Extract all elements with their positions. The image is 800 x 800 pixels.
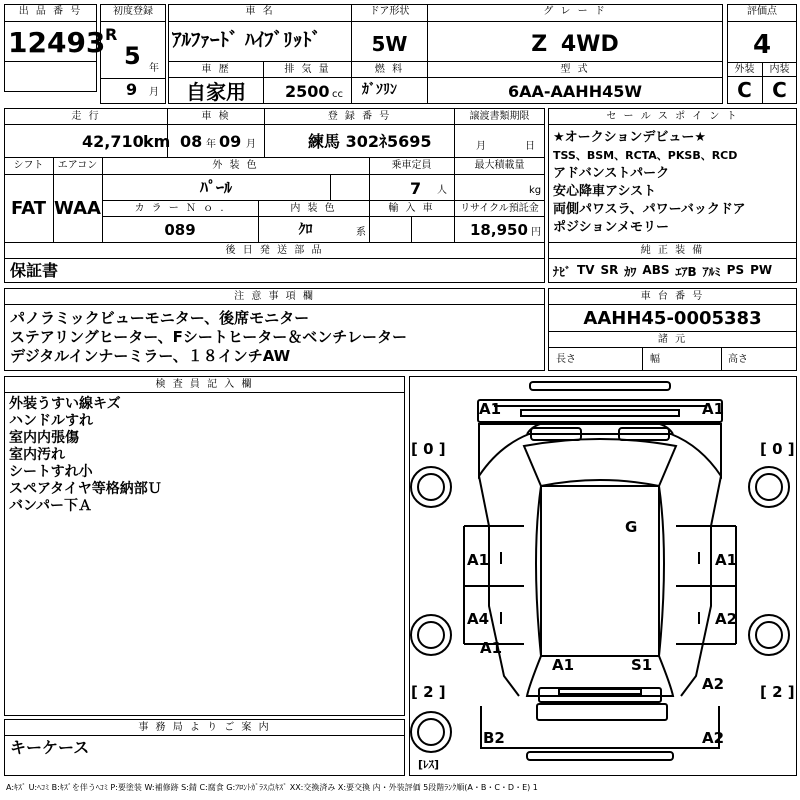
later-parts: 保証書 [10,261,59,280]
ext-grade: C [737,78,752,102]
damage-windshield: G [625,518,638,536]
plate: 練馬 302ﾈ5695 [308,132,432,151]
note-line: パノラミックビューモニター、後席モニター [10,309,310,327]
plate-label: 登 録 番 号 [327,111,392,122]
inspector-line: 室内汚れ [9,447,65,463]
person-unit: 人 [437,185,447,196]
inspector-line: ハンドルすれ [9,413,93,429]
inspector-line: シートすれ小 [9,464,93,480]
fuel: ｶﾞｿﾘﾝ [362,82,397,98]
capacity: 7 [410,179,422,198]
insp-year-unit: 年 [206,139,216,150]
first-reg-label: 初度登録 [113,6,153,17]
damage-rear-right: A2 [702,729,725,747]
equipment-item: PS [726,263,745,277]
equipment-item: ABS [642,263,670,277]
int-grade: C [772,78,787,102]
damage-left-rear-door: A4 [467,610,490,628]
int-label: 内装 [769,64,790,75]
damage-right-rear-door: A2 [715,610,738,628]
year-unit: 年 [149,63,159,74]
mileage: 42,710 [82,132,144,151]
tire-rl-grade: [ 2 ] [411,683,446,701]
capacity-label: 乗車定員 [391,160,432,171]
door: 5W [371,32,408,56]
ac: WAA [54,198,101,219]
equipment-item: SR [600,263,619,277]
sales-point: ★オークションデビュー★ [553,130,707,145]
recycle: 18,950 [470,221,528,239]
ext-color: ﾊﾟｰﾙ [199,178,232,197]
shift-label: シフト [13,160,44,171]
ac-label: エアコン [57,160,98,171]
sales-label: セ ー ル ス ポ イ ン ト [606,111,739,122]
transfer-label: 譲渡書類期限 [469,111,530,122]
equipment-item: TV [577,263,595,277]
sales-point: ポジションメモリー [553,220,670,235]
model-label: 型 式 [560,64,590,75]
inspector-line: 室内内張傷 [9,430,79,446]
transfer-day-unit: 日 [525,141,535,152]
kg-unit: kg [529,185,542,196]
lot-label: 出 品 番 号 [18,6,83,17]
shift: FAT [10,198,47,219]
length-label: 長さ [556,354,576,365]
km-unit: km [143,132,171,151]
chassis-label: 車 台 番 号 [640,291,705,302]
ext-color-label: 外 装 色 [212,160,259,171]
displacement: 2500 [285,82,330,101]
ext-label: 外装 [734,64,755,75]
cc-unit: cc [332,89,343,100]
lot-number: 12493 [8,26,106,59]
score-label: 評価点 [747,6,777,17]
inspector-line: バンパー下Ａ [9,498,93,514]
insp-year: 08 [180,132,203,151]
displacement-label: 排 気 量 [284,64,331,75]
tire-fr-grade: [ 0 ] [760,440,795,458]
tire-fl-grade: [ 0 ] [411,440,446,458]
yen-unit: 円 [531,227,541,238]
equipment-list [553,263,793,280]
dims-label: 諸 元 [657,334,688,345]
chassis-number: AAHH45-0005383 [583,308,762,329]
note-line: ステアリングヒーター、Fシートヒーター＆ベンチレーター [10,328,407,346]
damage-right-quarter: A2 [702,675,725,693]
inspector-line: スペアタイヤ等格納部Ｕ [9,481,162,497]
car-diagram [409,376,797,776]
insp-month-unit: 月 [246,139,256,150]
equipment-item: ｴｱB [675,265,697,279]
damage-left-rear-fender: A1 [480,639,503,657]
damage-front-left: A1 [479,400,502,418]
damage-left-front-door: A1 [467,551,490,569]
max-load-label: 最大積載量 [474,160,525,171]
series-unit: 系 [356,227,366,238]
damage-front-right: A1 [702,400,725,418]
insp-month: 09 [219,132,242,151]
int-color-label: 内 装 色 [290,203,337,214]
era: R [105,25,118,44]
car-name: ｱﾙﾌｧｰﾄﾞ ﾊｲﾌﾞﾘｯﾄﾞ [172,29,322,51]
legend: A:ｷｽﾞ U:ﾍｺﾐ B:ｷｽﾞを伴うﾍｺﾐ P:要塗装 W:補修跡 S:錆 C:腐食 G:ﾌﾛﾝﾄｶﾞﾗｽ点ｷｽﾞ XX:交換済み X:要交換 内・外装評価 5段階ﾗﾝｸ順(A・B・C・D・E) 1 [6,783,538,792]
grade-label: グ レ ー ド [543,6,607,17]
equipment-label: 純 正 装 備 [640,245,705,256]
sales-point: 両側パワスラ、パワーバックドア [553,202,746,217]
damage-rear-left: B2 [483,729,505,747]
sales-point: 安心降車アシスト [553,184,657,199]
model: 6AA-AAHH45W [508,82,642,101]
reg-month: 9 [126,80,138,99]
grade: Z 4WD [531,32,619,57]
transfer-month-unit: 月 [476,141,486,152]
height-label: 高さ [728,354,748,365]
notes-label: 注 意 事 項 欄 [234,291,315,302]
damage-roof-left: A1 [552,656,575,674]
recycle-label: リサイクル預託金 [460,203,539,214]
tire-rr-grade: [ 2 ] [760,683,795,701]
reg-year: 5 [124,42,141,70]
int-color: ｸﾛ [298,222,313,238]
score: 4 [752,30,772,60]
month-unit: 月 [149,87,159,98]
door-label: ドア形状 [369,6,410,17]
later-parts-label: 後 日 発 送 部 品 [225,245,324,256]
fuel-label: 燃 料 [374,64,405,75]
color-no: 089 [164,221,196,239]
sales-point: TSS、BSM、RCTA、PKSB、RCD [553,149,738,162]
inspection-label: 車 検 [201,111,231,122]
inspector-label: 検 査 員 記 入 欄 [155,379,254,390]
car-outline [464,382,736,760]
damage-roof-right: S1 [631,656,653,674]
car-name-label: 車 名 [245,6,275,17]
mileage-label: 走 行 [71,111,101,122]
history-label: 車 歴 [201,64,231,75]
color-no-label: カ ラ ー Ｎ ｏ . [134,203,226,214]
equipment-item: ｶﾜ [624,265,637,279]
note-line: デジタルインナーミラー、１８インチAW [10,347,291,365]
inspector-list [9,396,162,515]
inspector-line: 外装うすい線キズ [9,396,121,412]
width-label: 幅 [650,354,660,365]
equipment-item: PW [750,263,773,277]
office-text: キーケース [10,738,90,757]
damage-right-front-door: A1 [715,551,738,569]
spare-tire-grade: [ﾚｽ] [418,758,440,771]
office-label: 事 務 局 よ り ご 案 内 [138,722,271,733]
history: 自家用 [186,80,246,104]
import-label: 輸 入 車 [388,203,435,214]
equipment-item: ﾅﾋﾞ [553,265,572,279]
equipment-item: ｱﾙﾐ [702,265,721,279]
sales-point: アドバンストパーク [553,166,670,181]
